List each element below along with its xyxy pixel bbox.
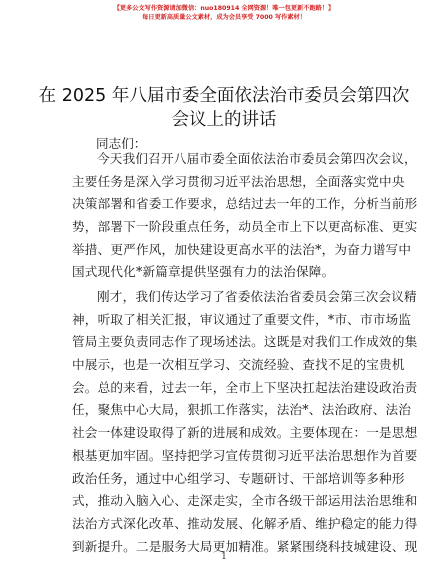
paragraph-line: 今天我们召开八届市委全面依法治市委员会第四次会议， <box>97 151 417 166</box>
paragraph-1 <box>72 148 418 284</box>
promo-banner-line-2: 每日更新高质量公文素材，成为会员享受 7000 写作素材！ <box>142 14 306 21</box>
paragraph-line: 国式现代化*新篇章提供坚强有力的法治保障。 <box>72 264 335 280</box>
paragraph-line: 任，聚焦中心大局，狠抓工作落实，法治*、法治政府、法治 <box>72 402 412 418</box>
paragraph-line: 管局主要负责同志作了现场述法。这既是对我们工作成效的集 <box>72 334 418 350</box>
paragraph-line: 决策部署和省委工作要求，总结过去一年的工作，分析当前形 <box>72 196 418 212</box>
paragraph-line: 社会一体建设取得了新的进展和成效。主要体现在：一是思想 <box>72 425 418 441</box>
document-title: 在 2025 年八届市委全面依法治市委员会第四次会议上的讲话 <box>38 86 410 130</box>
paragraph-line: 式，推动入脑入心、走深走实，全市各级干部运用法治思维和 <box>72 493 418 509</box>
paragraph-line: 刚才，我们传达学习了省委依法治省委员会第三次会议精 <box>97 289 417 304</box>
paragraph-line: 势，部署下一阶段重点任务，动员全市上下以更高标准、更实 <box>72 219 418 235</box>
paragraph-line: 到新提升。二是服务大局更加精准。紧紧围绕科技城建设、现 <box>72 538 418 554</box>
paragraph-line: 法治方式深化改革、推动发展、化解矛盾、维护稳定的能力得 <box>72 515 418 531</box>
paragraph-line: 神，听取了相关汇报，审议通过了重要文件，*市、市市场监 <box>72 311 412 327</box>
promo-banner-line-1: 【更多公文写作资源请加微信：nuo180914 全网资源！唯一包更新不跑路！】 <box>113 5 335 12</box>
promo-banner <box>0 4 448 22</box>
paragraph-line: 中展示，也是一次相互学习、交流经验、查找不足的宝贵机 <box>72 357 405 373</box>
paragraph-line: 举措、更严作风，加快建设更高水平的法治*，为奋力谱写中 <box>72 241 412 257</box>
paragraph-2 <box>72 286 418 558</box>
paragraph-line: 根基更加牢固。坚持把学习宣传贯彻习近平法治思想作为首要 <box>72 447 418 463</box>
paragraph-line: 主要任务是深入学习贯彻习近平法治思想，全面落实党中央 <box>72 173 405 189</box>
paragraph-line: 政治任务，通过中心组学习、专题研讨、干部培训等多种形 <box>72 470 405 486</box>
page-number: 1 <box>221 552 227 562</box>
paragraph-line: 会。总的来看，过去一年，全市上下坚决扛起法治建设政治责 <box>72 379 418 395</box>
salutation: 同志们： <box>96 136 147 151</box>
